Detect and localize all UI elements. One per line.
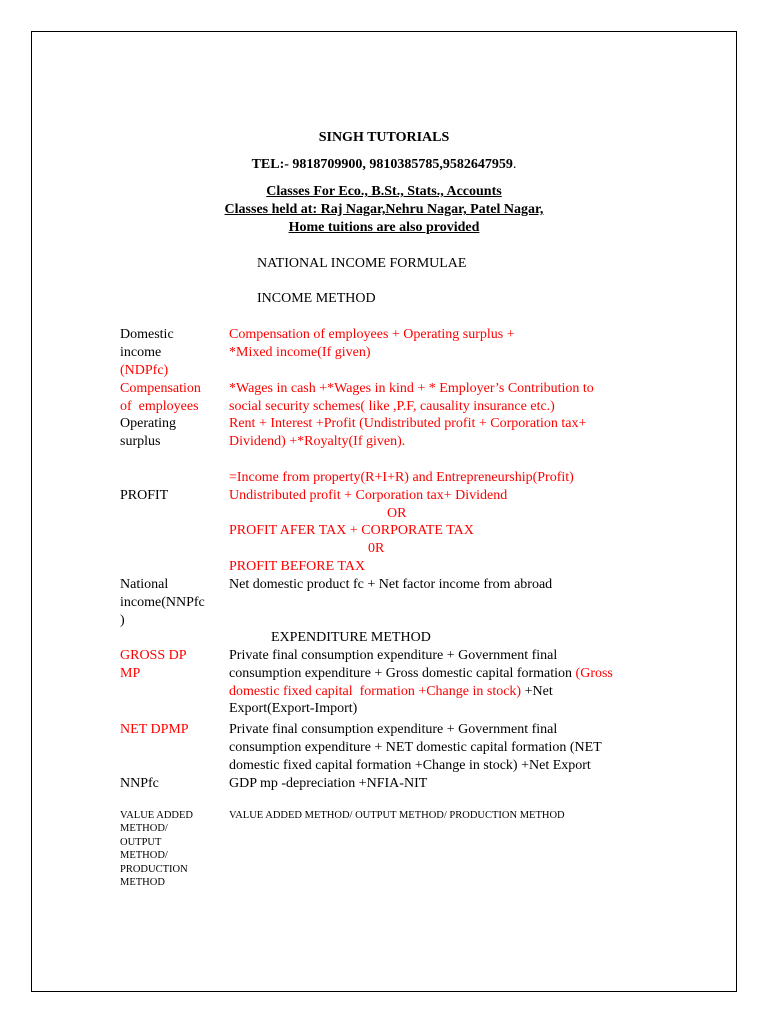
profit-or-2: 0R	[368, 541, 385, 557]
net-dpmp-formula-line3: domestic fixed capital formation +Change in stock) +Net Export	[229, 757, 591, 773]
classes-subjects: Classes For Eco., B.St., Stats., Accounts	[266, 184, 502, 199]
profit-formula-line2: Undistributed profit + Corporation tax+ Dividend	[229, 487, 508, 503]
national-income-label-line3: )	[120, 612, 125, 628]
compensation-formula-line1: *Wages in cash +*Wages in kind + * Employer’s Contribution to	[229, 381, 594, 396]
value-added-label-line6: METHOD	[120, 877, 165, 889]
net-dpmp-label: NET DPMP	[120, 722, 189, 737]
nnpfc-label: NNPfc	[120, 776, 159, 791]
gross-dp-mp-formula	[229, 647, 669, 718]
operating-surplus-label	[120, 415, 220, 451]
gross-dp-mp-formula-line2-text: consumption expenditure + Gross domestic capital formation	[229, 665, 576, 681]
value-added-label-line3: OUTPUT	[120, 836, 162, 848]
profit-formula	[229, 469, 659, 576]
compensation-formula	[229, 380, 659, 416]
compensation-label-line2: of employees	[120, 398, 199, 414]
profit-formula-line1: =Income from property(R+I+R) and Entrepreneurship(Profit)	[229, 470, 574, 485]
national-income-formula: Net domestic product fc + Net factor income from abroad	[229, 577, 553, 592]
domestic-income-label-line2: income	[120, 344, 162, 360]
value-added-description: VALUE ADDED METHOD/ OUTPUT METHOD/ PRODUCTION METHOD	[229, 810, 565, 821]
national-income-label-line2: income(NNPfc	[120, 594, 205, 610]
net-dpmp-formula	[229, 721, 669, 774]
home-tuitions: Home tuitions are also provided	[288, 220, 480, 235]
compensation-label	[120, 380, 220, 416]
gross-dp-mp-label	[120, 647, 220, 683]
net-dpmp-formula-line2: consumption expenditure + NET domestic capital formation (NET	[229, 739, 602, 755]
gross-dp-mp-formula-line3-text: +Net	[521, 683, 553, 699]
value-added-label-line4: METHOD/	[120, 850, 168, 862]
operating-surplus-formula	[229, 415, 659, 451]
telephone-numbers: TEL:- 9818709900, 9810385785,9582647959	[251, 157, 513, 172]
income-method-heading: INCOME METHOD	[257, 291, 376, 306]
gross-dp-mp-formula-line2-red: (Gross	[575, 665, 613, 681]
domestic-income-label-line3: (NDPfc)	[120, 362, 169, 378]
gross-dp-mp-label-line1: GROSS DP	[120, 648, 187, 663]
national-income-label-line1: National	[120, 577, 169, 592]
value-added-label	[120, 809, 220, 889]
operating-surplus-label-line2: surplus	[120, 433, 161, 449]
domestic-income-formula-line2: *Mixed income(If given)	[229, 344, 371, 360]
gross-dp-mp-formula-line2	[229, 665, 669, 683]
value-added-label-line1: VALUE ADDED	[120, 810, 194, 821]
gross-dp-mp-formula-line4: Export(Export-Import)	[229, 701, 358, 717]
operating-surplus-formula-line2: Dividend) +*Royalty(If given).	[229, 433, 406, 449]
net-dpmp-formula-line1: Private final consumption expenditure + Government final	[229, 722, 558, 737]
national-income-label	[120, 576, 220, 629]
expenditure-method-heading: EXPENDITURE METHOD	[271, 630, 431, 645]
nnpfc-formula: GDP mp -depreciation +NFIA-NIT	[229, 776, 428, 791]
gross-dp-mp-formula-line3-red: domestic fixed capital formation +Change in stock)	[229, 683, 522, 699]
main-heading: NATIONAL INCOME FORMULAE	[257, 256, 467, 271]
gross-dp-mp-formula-line1: Private final consumption expenditure + Government final	[229, 648, 558, 663]
profit-label: PROFIT	[120, 488, 169, 503]
value-added-label-line2: METHOD/	[120, 823, 168, 835]
domestic-income-formula	[229, 326, 659, 362]
domestic-income-label	[120, 326, 220, 379]
operating-surplus-label-line1: Operating	[120, 416, 176, 431]
gross-dp-mp-label-line2: MP	[120, 665, 141, 681]
telephone-period: .	[512, 157, 517, 172]
institute-title: SINGH TUTORIALS	[318, 130, 450, 145]
domestic-income-label-line1: Domestic	[120, 327, 174, 342]
profit-formula-line3: PROFIT AFER TAX + CORPORATE TAX	[229, 523, 474, 539]
profit-or-1: OR	[387, 505, 407, 521]
operating-surplus-formula-line1: Rent + Interest +Profit (Undistributed profit + Corporation tax+	[229, 416, 587, 431]
profit-formula-line4: PROFIT BEFORE TAX	[229, 558, 366, 574]
domestic-income-formula-line1: Compensation of employees + Operating surplus +	[229, 327, 515, 342]
classes-location: Classes held at: Raj Nagar,Nehru Nagar, Patel Nagar,	[224, 202, 544, 217]
telephone-line	[0, 156, 768, 174]
compensation-formula-line2: social security schemes( like ,P.F, causality insurance etc.)	[229, 398, 555, 414]
gross-dp-mp-formula-line3	[229, 683, 669, 701]
value-added-label-line5: PRODUCTION	[120, 863, 188, 875]
compensation-label-line1: Compensation	[120, 381, 201, 396]
